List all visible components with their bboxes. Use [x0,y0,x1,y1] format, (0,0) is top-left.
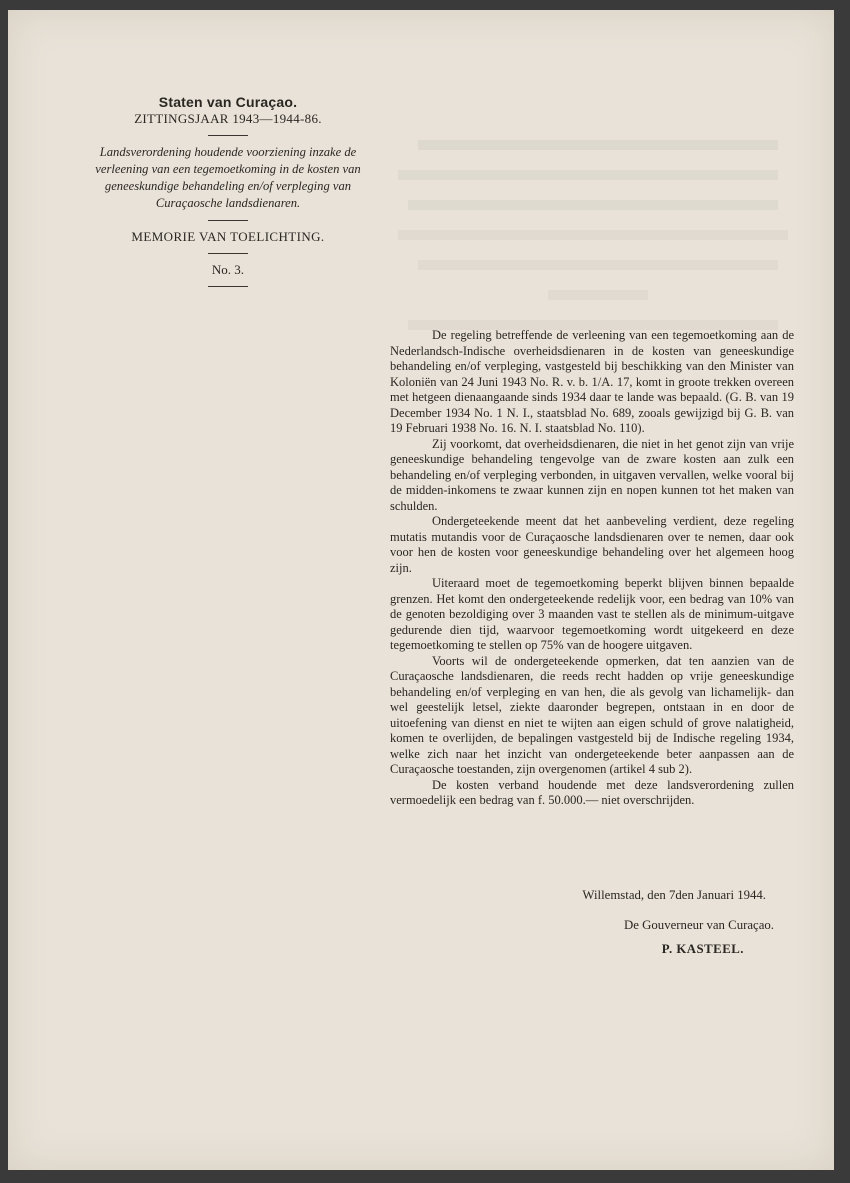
ordinance-description: Landsverordening houdende voorziening inzake de verleening van een tegemoetkoming in de kosten van geneeskundige behandeling en/of verpleging van Curaçaosche landsdienaren. [95,145,361,210]
place-date: Willemstad, den 7den Januari 1944. [582,888,766,902]
signatory-title: De Gouverneur van Curaçao. [624,918,774,932]
divider [208,286,248,287]
memo-body [390,328,794,809]
paragraph: De kosten verband houdende met deze landsverordening zullen vermoedelijk een bedrag van f. 50.000.— niet overschrijden. [390,777,794,807]
divider [208,135,248,136]
organization-title: Staten van Curaçao. [158,94,298,110]
divider [208,253,248,254]
paragraph: Zij voorkomt, dat overheidsdienaren, die niet in het genot zijn van vrije geneeskundige behandeling tengevolge van de zware kosten aan zulk een behandeling en/of verpleging verbonden, in uitgaven vervallen, welke vooral bij de midden-inkomens te zwaar kunnen zijn en nopen kunnen tot het maken van schulden. [390,436,794,513]
memo-title: MEMORIE VAN TOELICHTING. [131,229,325,244]
document-header [78,94,378,295]
document-number: No. 3. [211,262,245,277]
paragraph: Uiteraard moet de tegemoetkoming beperkt blijven binnen bepaalde grenzen. Het komt den ondergeteekende redelijk voor, een bedrag van 10% van de genoten bezoldiging over 3 maanden vast te stellen als de minimum-uitgave gedurende dien tijd, waarvoor tegemoetkoming wordt uitgekeerd en deze tegemoetkoming te stellen op 75% van de hoogere uitgaven. [390,576,794,652]
session-year: ZITTINGSJAAR 1943—1944-86. [134,111,322,126]
document-page [8,10,834,1170]
divider [208,220,248,221]
paragraph: Ondergeteekende meent dat het aanbeveling verdient, deze regeling mutatis mutandis voor de Curaçaosche landsdienaren over te nemen, daar ook voor hen de kosten voor geneeskundige behandeling over het algemeen hoog zijn. [390,514,794,575]
bleed-through-texture [398,120,798,330]
signatory-name: P. KASTEEL. [661,942,744,956]
paragraph: De regeling betreffende de verleening van een tegemoetkoming aan de Nederlandsch-Indische overheidsdienaren in de kosten van geneeskundige behandeling en/of verpleging, vastgesteld bij beschikking van den Minister van Koloniën van 24 Juni 1943 No. R. v. b. 1/A. 17, komt in groote trekken overeen met hetgeen dienaangaande sinds 1934 daar te lande was bepaald. (G. B. van 19 December 1934 No. 1 N. I., staatsblad No. 689, zooals gewijzigd bij G. B. van 19 Februari 1938 No. 16. N. I. staatsblad No. 110). [390,328,794,435]
paragraph: Voorts wil de ondergeteekende opmerken, dat ten aanzien van de Curaçaosche landsdienaren, die reeds recht hadden op vrije geneeskundige behandeling en/of verpleging en van hen, die als gevolg van lichamelijk- dan wel geestelijk letsel, ziekte daaronder begrepen, ontstaan in en door de uitoefening van dienst en niet te wijten aan eigen schuld of grove nalatigheid, komen te overlijden, de bepalingen vastgesteld bij de Indische regeling 1934, welke zich naar het inzicht van ondergeteekende beter aanpassen aan de Curaçaosche toestanden, zijn overgenomen (artikel 4 sub 2). [390,653,794,776]
